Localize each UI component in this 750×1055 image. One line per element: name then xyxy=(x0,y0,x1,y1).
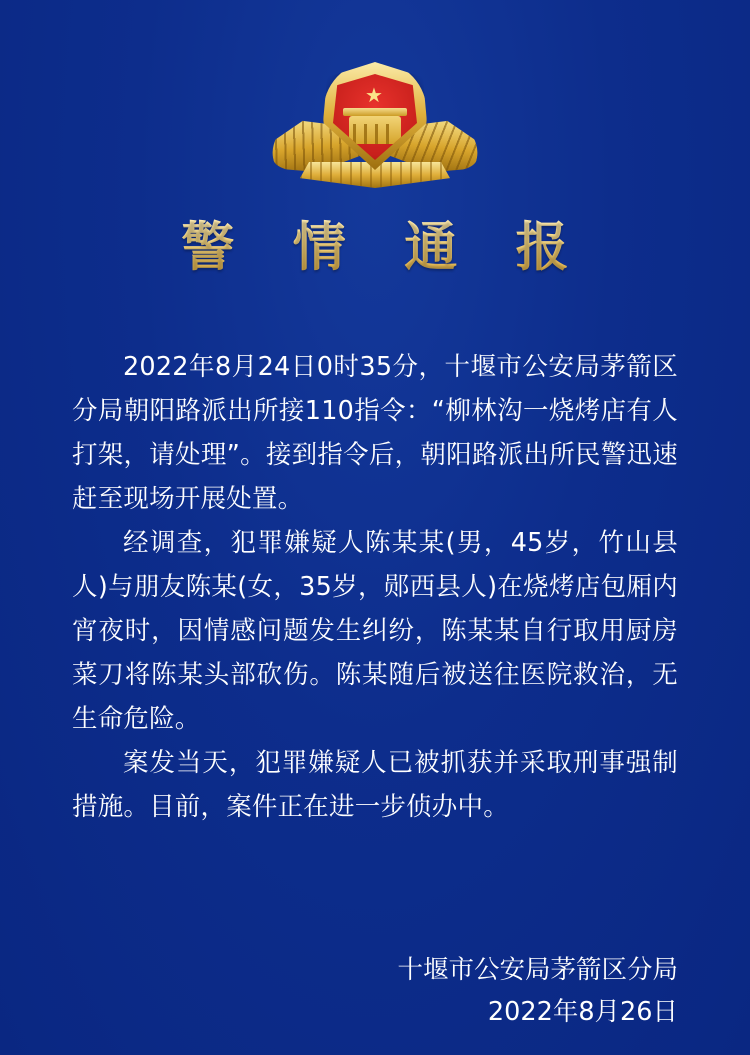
emblem-gate-icon xyxy=(349,116,401,144)
page-title: 警 情 通 报 xyxy=(0,205,750,281)
notice-body xyxy=(72,345,678,829)
notice-paragraph-3: 案发当天，犯罪嫌疑人已被抓获并采取刑事强制措施。目前，案件正在进一步侦办中。 xyxy=(72,748,678,822)
emblem-gate-texture xyxy=(353,124,397,144)
notice-paragraph-1: 2022年8月24日0时35分，十堰市公安局茅箭区分局朝阳路派出所接110指令：“柳林沟一烧烤店有人打架，请处理”。接到指令后，朝阳路派出所民警迅速赶至现场开展处置。 xyxy=(72,352,678,514)
signature-block xyxy=(397,949,678,1033)
notice-paragraph-2: 经调查，犯罪嫌疑人陈某某(男，45岁，竹山县人)与朋友陈某(女，35岁，郧西县人)在烧烤店包厢内宵夜时，因情感问题发生纠纷，陈某某自行取用厨房菜刀将陈某头部砍伤。陈某随后被送往医院救治，无生命危险。 xyxy=(72,528,678,734)
police-emblem-icon xyxy=(275,58,475,198)
signature-date: 2022年8月26日 xyxy=(487,997,678,1027)
emblem-container xyxy=(0,58,750,198)
signature-organization: 十堰市公安局茅箭区分局 xyxy=(397,955,678,985)
